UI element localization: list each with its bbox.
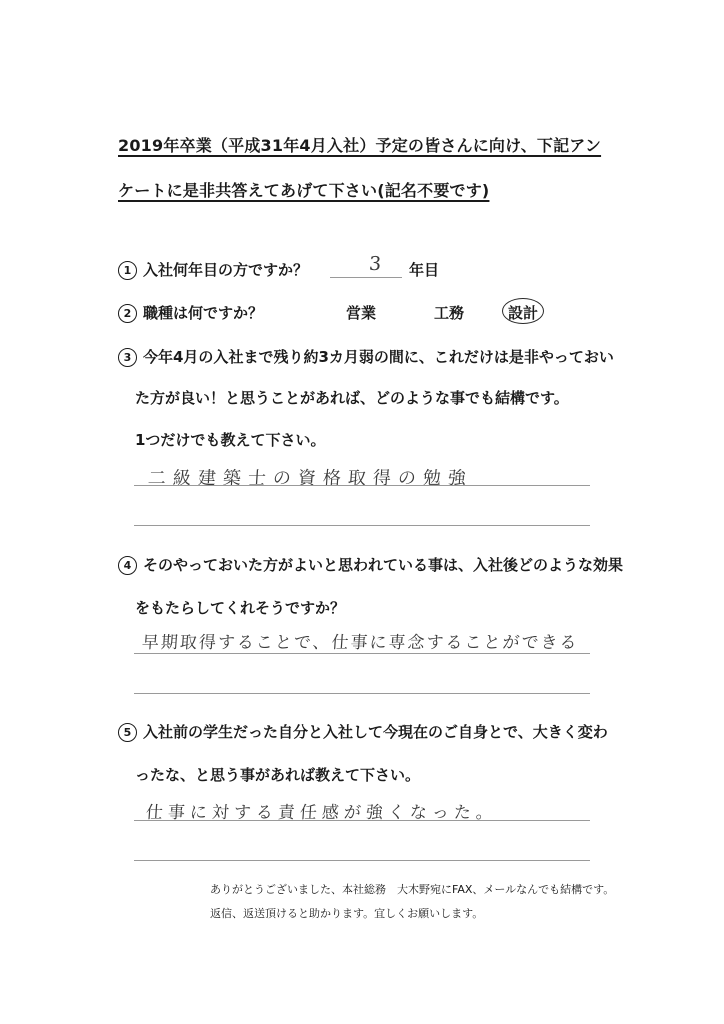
question-number-2: 2 <box>118 304 137 323</box>
question-number-1: 1 <box>118 261 137 280</box>
q4-answer[interactable]: 早期取得することで、仕事に専念することができる <box>141 633 580 653</box>
question-4 <box>118 554 623 575</box>
q1-answer-line <box>330 277 402 278</box>
q5-answer-line-2 <box>134 860 590 861</box>
q3-answer[interactable]: 二級建築士の資格取得の勉強 <box>147 468 474 489</box>
question-number-4: 4 <box>118 556 137 575</box>
footer-line-1: ありがとうございました、本社総務 大木野宛にFAX、メールなんでも結構です。 <box>210 883 615 896</box>
option-sales[interactable]: 営業 <box>346 304 377 322</box>
q4-answer-line-2 <box>134 693 590 694</box>
question-number-5: 5 <box>118 723 137 742</box>
question-number-3: 3 <box>118 348 137 367</box>
question-1 <box>118 259 308 280</box>
q4-answer-line-1 <box>134 653 590 654</box>
question-1-text: 入社何年目の方ですか？ <box>143 261 309 279</box>
survey-title-line-1: 2019年卒業（平成31年4月入社）予定の皆さんに向け、下記アン <box>118 136 602 155</box>
footer-line-2: 返信、返送頂けると助かります。宜しくお願いします。 <box>210 907 484 920</box>
question-5-line-1: 入社前の学生だった自分と入社して今現在のご自身とで、大きく変わ <box>143 723 608 741</box>
q5-answer-line-1 <box>134 820 590 821</box>
q1-unit: 年目 <box>409 261 440 279</box>
question-5 <box>118 721 608 742</box>
question-5-line-2: ったな、と思う事があれば教えて下さい。 <box>135 766 421 784</box>
q3-answer-line-1 <box>134 485 590 486</box>
question-3-line-2: た方が良い！と思うことがあれば、どのような事でも結構です。 <box>135 389 569 407</box>
q1-answer[interactable]: 3 <box>368 253 389 275</box>
q5-answer[interactable]: 仕事に対する責任感が強くなった。 <box>145 803 499 823</box>
question-4-line-2: をもたらしてくれそうですか？ <box>135 599 346 617</box>
q3-answer-line-2 <box>134 525 590 526</box>
question-2 <box>118 302 263 323</box>
question-4-line-1: そのやっておいた方がよいと思われている事は、入社後どのような効果 <box>143 556 624 574</box>
selected-option-circle <box>502 298 544 324</box>
question-3-line-1: 今年4月の入社まで残り約3カ月弱の間に、これだけは是非やっておい <box>143 348 614 366</box>
question-3 <box>118 346 614 367</box>
question-3-line-3: 1つだけでも教えて下さい。 <box>135 431 326 449</box>
option-design[interactable]: 設計 <box>508 304 539 322</box>
survey-title-line-2: ケートに是非共答えてあげて下さい(記名不要です) <box>118 181 490 200</box>
question-2-text: 職種は何ですか？ <box>143 304 264 322</box>
option-construction[interactable]: 工務 <box>434 304 465 322</box>
